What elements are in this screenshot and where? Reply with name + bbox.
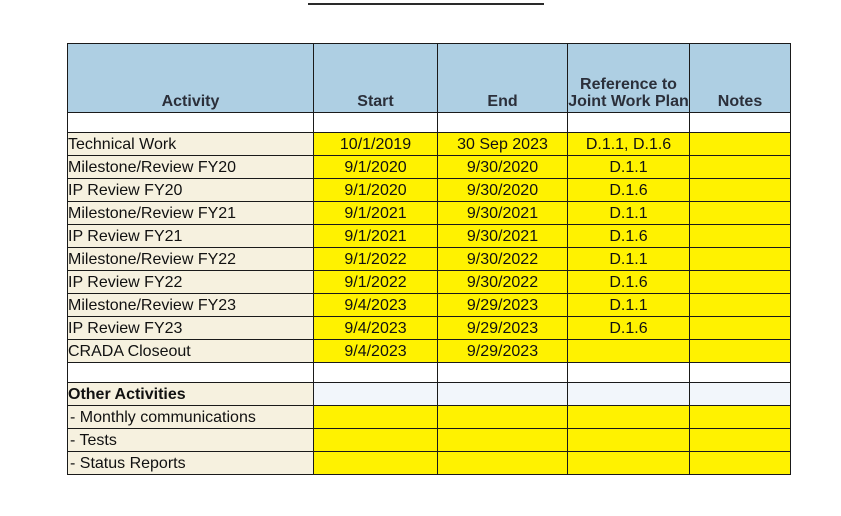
header-start: Start [314,44,438,113]
activity-cell: Milestone/Review FY23 [68,294,314,317]
end-cell: 9/30/2021 [438,225,568,248]
table-row [68,406,791,429]
table-row [68,225,791,248]
end-cell: 9/29/2023 [438,317,568,340]
section-heading-row [68,383,791,406]
reference-cell: D.1.6 [568,179,690,202]
start-cell [314,406,438,429]
header-row [68,44,791,113]
empty-cell [314,113,438,133]
reference-cell: D.1.6 [568,225,690,248]
table-row [68,429,791,452]
end-cell: 9/29/2023 [438,294,568,317]
empty-cell [314,383,438,406]
reference-cell: D.1.1, D.1.6 [568,133,690,156]
table-row [68,156,791,179]
reference-cell: D.1.6 [568,317,690,340]
header-activity: Activity [68,44,314,113]
table-row [68,179,791,202]
top-rule [308,3,544,5]
empty-cell [438,113,568,133]
start-cell: 9/1/2021 [314,225,438,248]
header-notes: Notes [690,44,791,113]
start-cell: 9/4/2023 [314,340,438,363]
empty-cell [68,113,314,133]
reference-cell: D.1.1 [568,248,690,271]
activity-cell: - Status Reports [68,452,314,475]
end-cell [438,452,568,475]
activity-cell: Technical Work [68,133,314,156]
table-row [68,202,791,225]
end-cell: 9/30/2022 [438,271,568,294]
start-cell: 9/4/2023 [314,317,438,340]
empty-cell [690,363,791,383]
start-cell: 10/1/2019 [314,133,438,156]
start-cell: 9/1/2022 [314,271,438,294]
start-cell: 9/1/2022 [314,248,438,271]
notes-cell [690,271,791,294]
header-reference: Reference to Joint Work Plan [568,44,690,113]
notes-cell [690,179,791,202]
empty-cell [568,383,690,406]
notes-cell [690,429,791,452]
reference-cell [568,406,690,429]
activity-cell: IP Review FY21 [68,225,314,248]
empty-cell [568,363,690,383]
end-cell [438,429,568,452]
activity-cell: Milestone/Review FY21 [68,202,314,225]
reference-cell [568,429,690,452]
notes-cell [690,202,791,225]
notes-cell [690,452,791,475]
notes-cell [690,317,791,340]
reference-cell [568,452,690,475]
empty-cell [568,113,690,133]
header-end: End [438,44,568,113]
activity-cell: Milestone/Review FY22 [68,248,314,271]
activity-cell: Milestone/Review FY20 [68,156,314,179]
empty-cell [314,363,438,383]
table-row [68,317,791,340]
start-cell [314,452,438,475]
other-activities-heading: Other Activities [68,383,314,406]
notes-cell [690,248,791,271]
notes-cell [690,406,791,429]
table-row [68,452,791,475]
spacer-row [68,363,791,383]
spacer-row [68,113,791,133]
table-row [68,271,791,294]
activity-cell: - Monthly communications [68,406,314,429]
empty-cell [690,113,791,133]
empty-cell [438,383,568,406]
start-cell [314,429,438,452]
start-cell: 9/4/2023 [314,294,438,317]
empty-cell [68,363,314,383]
start-cell: 9/1/2020 [314,179,438,202]
notes-cell [690,294,791,317]
activity-schedule-table [67,43,791,475]
end-cell: 9/29/2023 [438,340,568,363]
activity-cell: - Tests [68,429,314,452]
activity-cell: IP Review FY22 [68,271,314,294]
empty-cell [438,363,568,383]
notes-cell [690,133,791,156]
empty-cell [690,383,791,406]
reference-cell: D.1.1 [568,156,690,179]
reference-cell [568,340,690,363]
end-cell: 9/30/2020 [438,179,568,202]
activity-cell: IP Review FY23 [68,317,314,340]
reference-cell: D.1.6 [568,271,690,294]
table-row [68,294,791,317]
activity-cell: IP Review FY20 [68,179,314,202]
notes-cell [690,225,791,248]
reference-cell: D.1.1 [568,202,690,225]
notes-cell [690,156,791,179]
end-cell: 9/30/2020 [438,156,568,179]
end-cell: 9/30/2021 [438,202,568,225]
end-cell: 30 Sep 2023 [438,133,568,156]
notes-cell [690,340,791,363]
table-row [68,340,791,363]
end-cell: 9/30/2022 [438,248,568,271]
activity-cell: CRADA Closeout [68,340,314,363]
start-cell: 9/1/2021 [314,202,438,225]
end-cell [438,406,568,429]
reference-cell: D.1.1 [568,294,690,317]
table-row [68,248,791,271]
table-row [68,133,791,156]
start-cell: 9/1/2020 [314,156,438,179]
